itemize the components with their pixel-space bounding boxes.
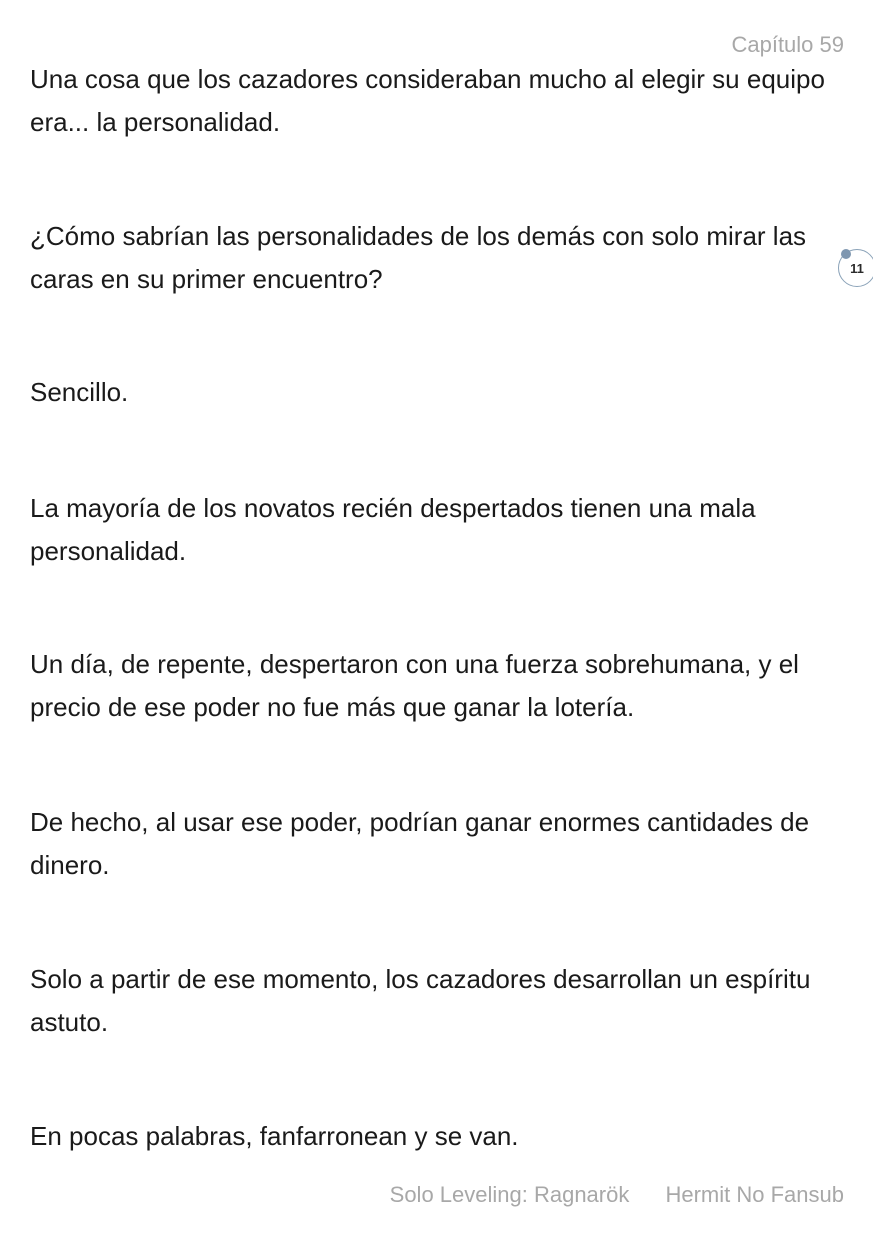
paragraph: ¿Cómo sabrían las personalidades de los demás con solo mirar las caras en su primer encuentro?	[30, 221, 807, 294]
footer	[390, 1182, 844, 1208]
paragraph: Solo a partir de ese momento, los cazadores desarrollan un espíritu astuto.	[30, 964, 811, 1037]
paragraph: En pocas palabras, fanfarronean y se van.	[30, 1121, 519, 1151]
footer-group: Hermit No Fansub	[665, 1182, 844, 1207]
paragraph: De hecho, al usar ese poder, podrían ganar enormes cantidades de dinero.	[30, 807, 810, 880]
paragraph: Una cosa que los cazadores consideraban mucho al elegir su equipo era... la personalidad.	[30, 64, 825, 137]
page-badge-dot-icon	[841, 249, 851, 259]
chapter-header: Capítulo 59	[731, 32, 844, 57]
paragraph: La mayoría de los novatos recién despertados tienen una mala personalidad.	[30, 493, 756, 566]
page-number-badge[interactable]: 11	[838, 249, 873, 287]
paragraph: Sencillo.	[30, 377, 129, 407]
footer-title: Solo Leveling: Ragnarök	[389, 1182, 630, 1207]
paragraph: Un día, de repente, despertaron con una fuerza sobrehumana, y el precio de ese poder no fue más que ganar la lotería.	[30, 649, 799, 722]
